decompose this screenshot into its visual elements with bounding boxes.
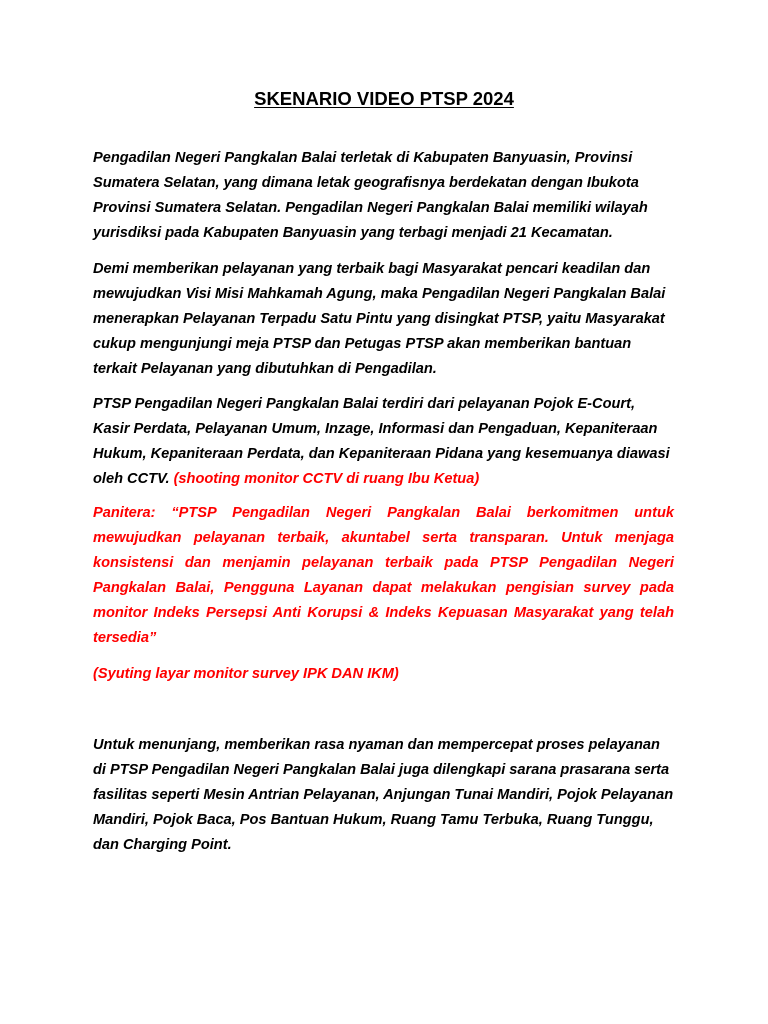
paragraph-location: Pengadilan Negeri Pangkalan Balai terletak di Kabupaten Banyuasin, Provinsi Sumatera Selatan, yang dimana letak geografisnya berdekatan dengan Ibukota Provinsi Sumatera Selatan. Pengadilan Negeri Pangkalan Balai memiliki wilayah yurisdiksi pada Kabupaten Banyuasin yang terbagi menjadi 21 Kecamatan.	[93, 150, 648, 241]
paragraph-facilities: Untuk menunjang, memberikan rasa nyaman dan mempercepat proses pelayanan di PTSP Pengadilan Negeri Pangkalan Balai juga dilengkapi sarana prasarana serta fasilitas seperti Mesin Antrian Pelayanan, Anjungan Tunai Mandiri, Pojok Pelayanan Mandiri, Pojok Baca, Pos Bantuan Hukum, Ruang Tamu Terbuka, Ruang Tunggu, dan Charging Point.	[93, 737, 674, 853]
paragraph-ptsp-services	[93, 392, 674, 492]
shooting-note-survey: (Syuting layar monitor survey IPK DAN IKM)	[93, 666, 399, 682]
shooting-note-cctv: (shooting monitor CCTV di ruang Ibu Ketua)	[173, 471, 480, 487]
paragraph-ptsp-intro: Demi memberikan pelayanan yang terbaik bagi Masyarakat pencari keadilan dan mewujudkan Visi Misi Mahkamah Agung, maka Pengadilan Negeri Pangkalan Balai menerapkan Pelayanan Terpadu Satu Pintu yang disingkat PTSP, yaitu Masyarakat cukup mengunjungi meja PTSP dan Petugas PTSP akan memberikan bantuan terkait Pelayanan yang dibutuhkan di Pengadilan.	[93, 261, 666, 377]
panitera-quote: Panitera: “PTSP Pengadilan Negeri Pangkalan Balai berkomitmen untuk mewujudkan pelayanan terbaik, akuntabel serta transparan. Untuk menjaga konsistensi dan menjamin pelayanan terbaik pada PTSP Pengadilan Negeri Pangkalan Balai, Pengguna Layanan dapat melakukan pengisian survey pada monitor Indeks Persepsi Anti Korupsi & Indeks Kepuasan Masyarakat yang telah tersedia”	[93, 505, 674, 646]
paragraph-ptsp-services-text: PTSP Pengadilan Negeri Pangkalan Balai terdiri dari pelayanan Pojok E-Court, Kasir Perdata, Pelayanan Umum, Inzage, Informasi dan Pengaduan, Kepaniteraan Hukum, Kepaniteraan Perdata, dan Kepaniteraan Pidana yang kesemuanya diawasi oleh CCTV.	[93, 396, 670, 487]
document-title: SKENARIO VIDEO PTSP 2024	[254, 88, 514, 109]
